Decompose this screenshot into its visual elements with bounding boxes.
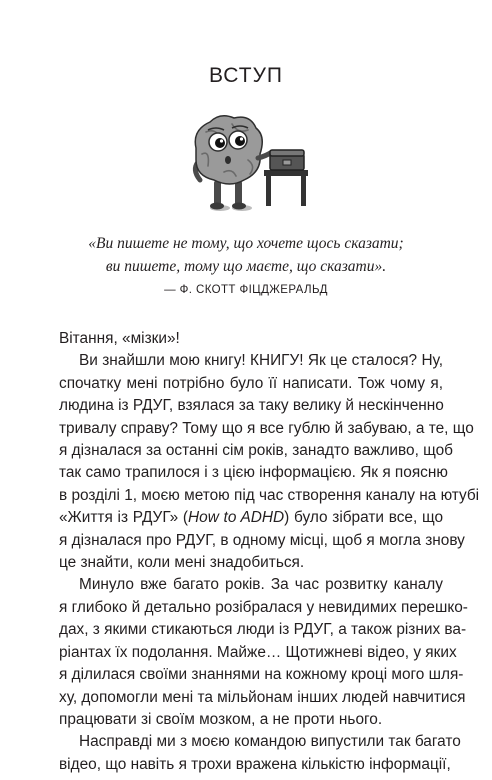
brain-mascot-illustration xyxy=(186,110,310,214)
text-line: я глибоко й детально розібралася у невидимих перешко- xyxy=(59,598,468,616)
epigraph-line-1: «Ви пишете не тому, що хочете щось сказати; xyxy=(88,235,404,252)
text-segment: «Життя із РДУГ» ( xyxy=(59,509,189,527)
text-line: Минуло вже багато років. За час розвитку каналу xyxy=(79,576,443,594)
text-line: я дізналася про РДУГ, в одному місці, щоб я могла знову xyxy=(59,531,465,549)
greeting: Вітання, «мізки»! xyxy=(59,330,180,347)
text-line: відео, що навіть я трохи вражена кількістю інформації, xyxy=(59,755,451,773)
text-line: в розділі 1, моєю метою під час створення каналу на ютубі xyxy=(59,486,480,504)
text-line-mixed xyxy=(59,507,443,529)
paragraph-3 xyxy=(59,731,461,776)
text-line: Ви знайшли мою книгу! КНИГУ! Як це сталося? Ну, xyxy=(79,352,443,370)
text-line: працювати зі своїм мозком, а не проти нього. xyxy=(59,710,383,728)
text-line: тривалу справу? Тому що я все гублю й забуваю, а те, що xyxy=(59,419,474,437)
text-line: людина із РДУГ, взялася за таку велику й нескінченно xyxy=(59,397,444,415)
text-segment: ) було зібрати все, що xyxy=(284,509,444,527)
text-line: я дізналася за останні сім років, занадто важливо, щоб xyxy=(59,442,454,460)
chapter-title: ВСТУП xyxy=(208,64,284,87)
text-line: це знайти, коли мені знадобиться. xyxy=(59,554,305,572)
text-line: Насправді ми з моєю командою випустили так багато xyxy=(79,733,461,751)
channel-name-italic: How to ADHD xyxy=(188,509,285,527)
text-line: я ділилася своїми знаннями на кожному кроці мого шля- xyxy=(59,666,464,684)
text-line: так само трапилося і з цією інформацією. Як я поясню xyxy=(59,464,448,482)
text-line: дах, з якими стикаються люди із РДУГ, а також різних ва- xyxy=(59,621,467,639)
epigraph-attribution: — Ф. СКОТТ ФІЦДЖЕРАЛЬД xyxy=(164,284,328,296)
text-line: ху, допомогли мені та мільйонам інших людей навчитися xyxy=(59,688,466,706)
epigraph-quote xyxy=(60,232,432,278)
body-text xyxy=(59,328,480,776)
epigraph-line-2: ви пишете, тому що маєте, що сказати». xyxy=(105,258,387,275)
text-line: ріантах їх подолання. Майже… Щотижневі відео, у яких xyxy=(59,643,457,661)
paragraph-2 xyxy=(59,574,468,731)
paragraph-1 xyxy=(59,350,480,574)
text-line: спочатку мені потрібно було її написати. Тож чому я, xyxy=(59,374,443,392)
